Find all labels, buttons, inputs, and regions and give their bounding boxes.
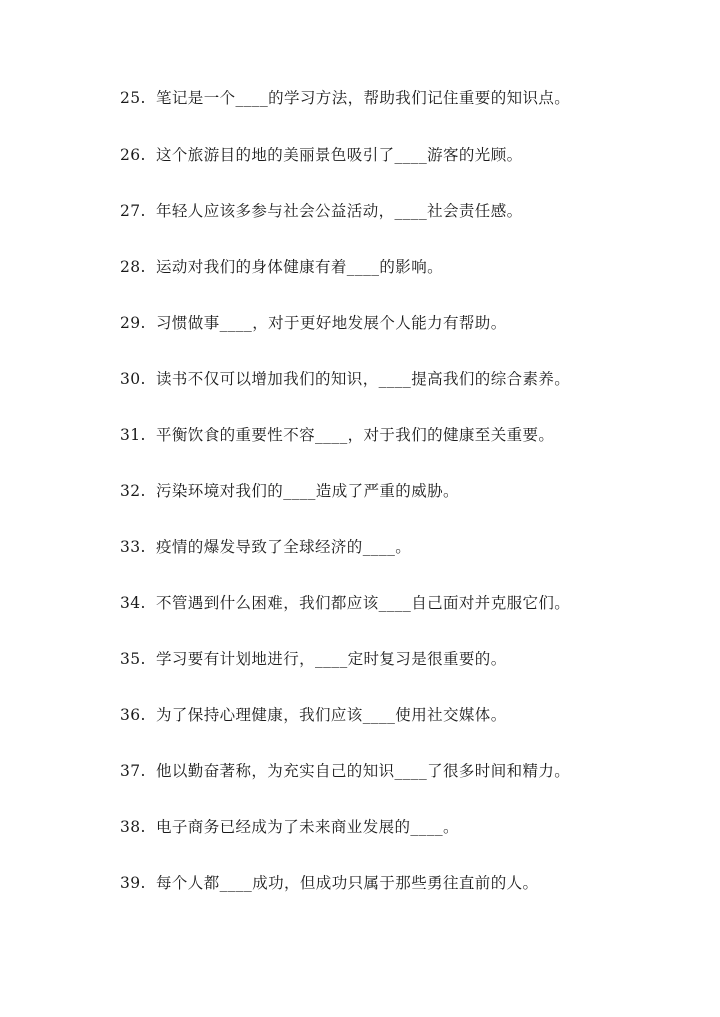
question-number: 37.	[120, 762, 146, 780]
question-text: 年轻人应该多参与社会公益活动，____社会责任感。	[156, 202, 523, 220]
question-37	[120, 761, 680, 781]
question-text: 这个旅游目的地的美丽景色吸引了____游客的光顾。	[156, 146, 523, 164]
question-text: 他以勤奋著称，为充实自己的知识____了很多时间和精力。	[156, 762, 571, 780]
question-text: 每个人都____成功，但成功只属于那些勇往直前的人。	[156, 874, 539, 892]
question-text: 不管遇到什么困难，我们都应该____自己面对并克服它们。	[156, 594, 571, 612]
question-number: 33.	[120, 538, 146, 556]
question-text: 运动对我们的身体健康有着____的影响。	[156, 258, 444, 276]
question-number: 26.	[120, 146, 146, 164]
question-28	[120, 257, 680, 277]
question-text: 读书不仅可以增加我们的知识，____提高我们的综合素养。	[156, 370, 571, 388]
question-number: 29.	[120, 314, 146, 332]
question-39	[120, 873, 680, 893]
question-30	[120, 369, 680, 389]
question-number: 31.	[120, 426, 146, 444]
question-number: 36.	[120, 706, 146, 724]
question-text: 平衡饮食的重要性不容____，对于我们的健康至关重要。	[156, 426, 555, 444]
question-29	[120, 313, 680, 333]
question-number: 38.	[120, 818, 146, 836]
question-text: 电子商务已经成为了未来商业发展的____。	[156, 818, 459, 836]
question-number: 25.	[120, 89, 146, 107]
question-25	[120, 88, 680, 108]
question-number: 27.	[120, 202, 146, 220]
question-text: 疫情的爆发导致了全球经济的____。	[156, 538, 412, 556]
question-text: 学习要有计划地进行，____定时复习是很重要的。	[156, 650, 507, 668]
question-31	[120, 425, 680, 445]
question-number: 30.	[120, 370, 146, 388]
question-text: 污染环境对我们的____造成了严重的威胁。	[156, 482, 459, 500]
question-text: 为了保持心理健康，我们应该____使用社交媒体。	[156, 706, 507, 724]
question-text: 笔记是一个____的学习方法，帮助我们记住重要的知识点。	[156, 89, 571, 107]
question-32	[120, 481, 680, 501]
question-text: 习惯做事____，对于更好地发展个人能力有帮助。	[156, 314, 507, 332]
question-number: 35.	[120, 650, 146, 668]
question-number: 39.	[120, 874, 146, 892]
question-36	[120, 705, 680, 725]
question-number: 28.	[120, 258, 146, 276]
question-number: 34.	[120, 594, 146, 612]
question-33	[120, 537, 680, 557]
question-number: 32.	[120, 482, 146, 500]
question-38	[120, 817, 680, 837]
question-27	[120, 201, 680, 221]
question-26	[120, 145, 680, 165]
question-35	[120, 649, 680, 669]
question-34	[120, 593, 680, 613]
